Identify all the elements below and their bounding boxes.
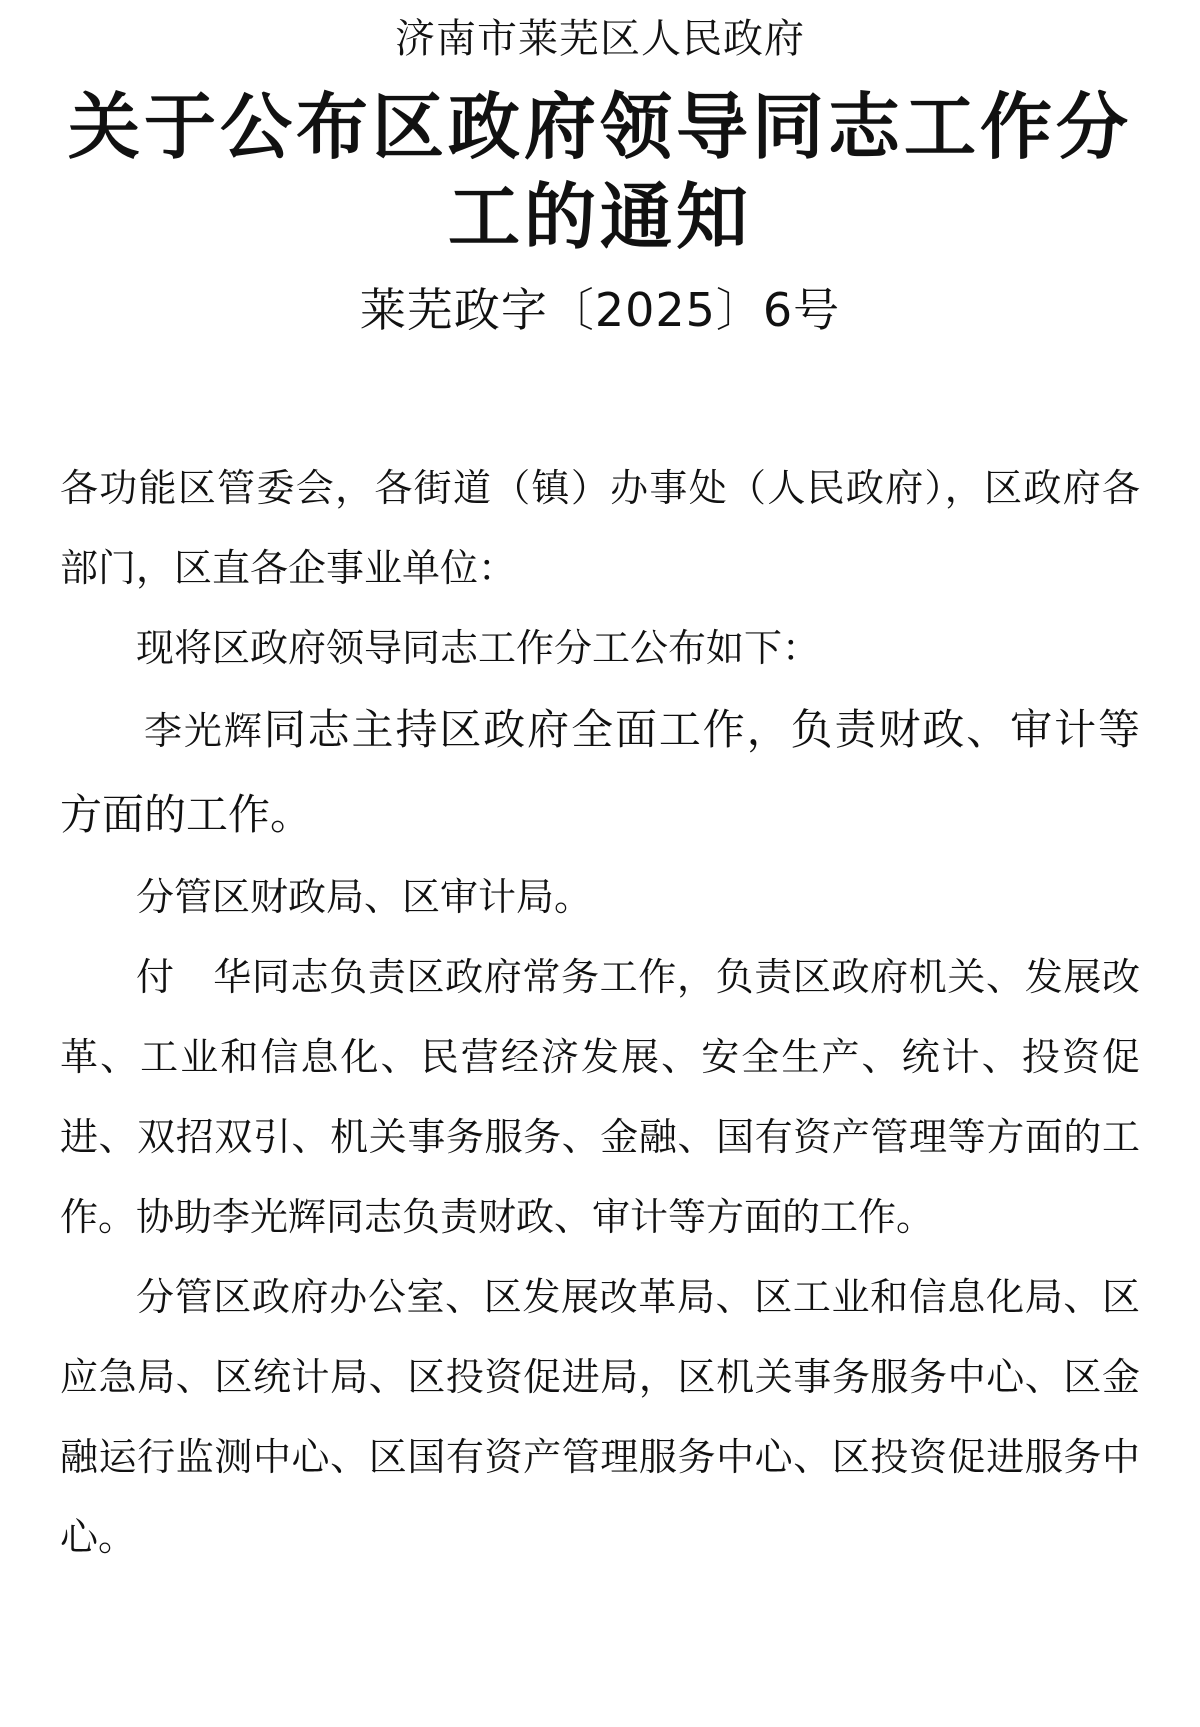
leader1-name: 李光辉 <box>144 709 264 753</box>
leader2-duties-paragraph <box>60 937 1140 1257</box>
intro-paragraph: 现将区政府领导同志工作分工公布如下： <box>136 626 821 670</box>
leader1-duties: 同志主持区政府全面工作，负责财政、审计等方面的工作。 <box>60 705 1140 839</box>
document-body <box>60 448 1140 1577</box>
leader2-departments: 分管区政府办公室、区发展改革局、区工业和信息化局、区应急局、区统计局、区投资促进局，区机关事务服务中心、区金融运行监测中心、区国有资产管理服务中心、区投资促进服务中心。 <box>60 1275 1140 1559</box>
leader2-name: 付 华 <box>136 955 252 999</box>
issuer-name: 济南市莱芜区人民政府 <box>395 16 805 62</box>
leader1-departments: 分管区财政局、区审计局。 <box>136 875 593 919</box>
document-title: 关于公布区政府领导同志工作分工的通知 <box>67 85 1132 259</box>
document-number: 莱芜政字〔2025〕6号 <box>359 283 841 337</box>
leader1-duties-paragraph <box>60 688 1140 857</box>
leader2-duties: 同志负责区政府常务工作，负责区政府机关、发展改革、工业和信息化、民营经济发展、安全生产、统计、投资促进、双招双引、机关事务服务、金融、国有资产管理等方面的工作。协助李光辉同志负责财政、审计等方面的工作。 <box>60 955 1140 1239</box>
salutation: 各功能区管委会，各街道（镇）办事处（人民政府），区政府各部门，区直各企事业单位： <box>60 466 1140 590</box>
